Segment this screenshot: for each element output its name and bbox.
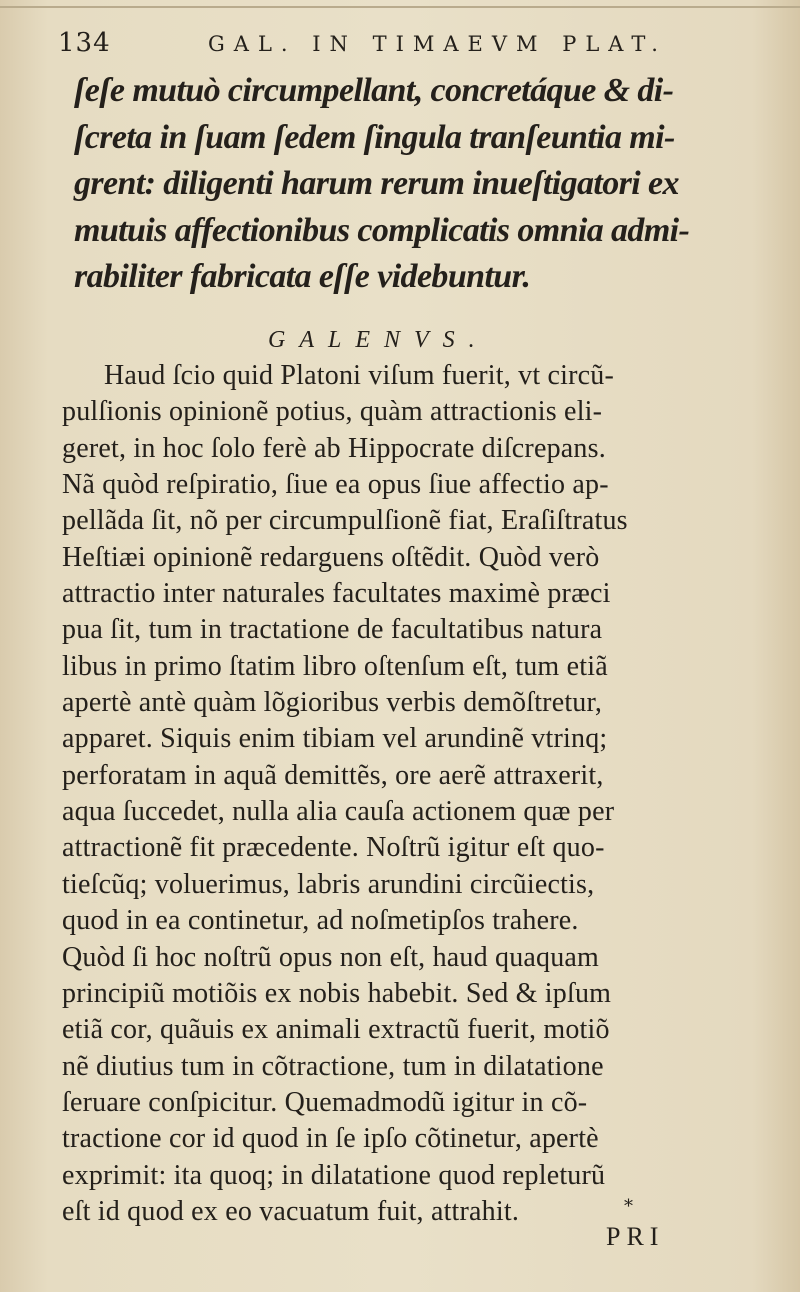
text-line: Quòd ſi hoc noſtrũ opus non eſt, haud quaquam bbox=[62, 941, 600, 973]
text-line: nẽ diutius tum in cõtractione, tum in dilatatione bbox=[62, 1050, 604, 1082]
text-line: apparet. Siquis enim tibiam vel arundinẽ vtrinq; bbox=[62, 723, 608, 755]
text-line: Heſtiæi opinionẽ redarguens oſtẽdit. Quòd verò bbox=[62, 541, 600, 573]
text-line: ſcreta in ſuam ſedem ſingula tranſeuntia mi- bbox=[74, 118, 675, 156]
text-line: attractio inter naturales facultates maximè præci bbox=[62, 578, 611, 610]
text-line: ſeruare conſpicitur. Quemadmodũ igitur in cõ- bbox=[62, 1086, 588, 1118]
text-line: tieſcũq; voluerimus, labris arundini circũiectis, bbox=[62, 868, 595, 900]
text-line: eſt id quod ex eo vacuatum fuit, attrahit. bbox=[62, 1195, 520, 1227]
catchword: PRI bbox=[606, 1222, 665, 1251]
section-heading: GALENVS. bbox=[268, 327, 489, 353]
text-line: quod in ea continetur, ad noſmetipſos trahere. bbox=[62, 905, 579, 937]
italic-text-block bbox=[74, 68, 724, 301]
text-line: principiũ motiõis ex nobis habebit. Sed & ipſum bbox=[62, 977, 612, 1009]
text-line: ſeſe mutuò circumpellant, concretáque & di- bbox=[74, 72, 674, 109]
text-line: libus in primo ſtatim libro oſtenſum eſt, tum etiã bbox=[62, 650, 608, 682]
text-line: attractionẽ fit præcedente. Noſtrũ igitur eſt quo- bbox=[62, 832, 605, 864]
text-line: tractione cor id quod in ſe ipſo cõtinetur, apertè bbox=[62, 1123, 599, 1155]
page-header bbox=[58, 26, 758, 62]
text-line: apertè antè quàm lõgioribus verbis demõſtretur, bbox=[62, 687, 603, 719]
signature-asterisk: * bbox=[624, 1196, 633, 1217]
text-line: etiã cor, quãuis ex animali extractũ fuerit, motiõ bbox=[62, 1014, 610, 1046]
text-line: exprimit: ita quoq; in dilatatione quod repleturũ bbox=[62, 1159, 606, 1191]
text-line: aqua ſuccedet, nulla alia cauſa actionem quæ per bbox=[62, 796, 615, 828]
text-line: Nã quòd reſpiratio, ſiue ea opus ſiue affectio ap- bbox=[62, 469, 609, 501]
text-line: mutuis affectionibus complicatis omnia admi- bbox=[74, 211, 690, 249]
running-title: GAL. IN TIMAEVM PLAT. bbox=[208, 32, 667, 56]
text-line: pua ſit, tum in tractatione de facultatibus natura bbox=[62, 614, 603, 646]
text-line: pulſionis opinionẽ potius, quàm attractionis eli- bbox=[62, 396, 603, 428]
text-line: grent: diligenti harum rerum inueſtigatori ex bbox=[74, 165, 679, 202]
text-line: geret, in hoc ſolo ferè ab Hippocrate diſcrepans. bbox=[62, 432, 606, 464]
text-line: Haud ſcio quid Platoni viſum fuerit, vt circũ- bbox=[104, 360, 614, 391]
text-line: rabiliter fabricata eſſe videbuntur. bbox=[74, 258, 531, 295]
page-number: 134 bbox=[58, 28, 111, 58]
page-top-edge bbox=[0, 6, 800, 8]
roman-text-block bbox=[62, 358, 722, 1230]
text-line: pellãda ſit, nõ per circumpulſionẽ fiat, Eraſiſtratus bbox=[62, 505, 628, 537]
text-line: perforatam in aquã demittẽs, ore aerẽ attraxerit, bbox=[62, 759, 604, 791]
